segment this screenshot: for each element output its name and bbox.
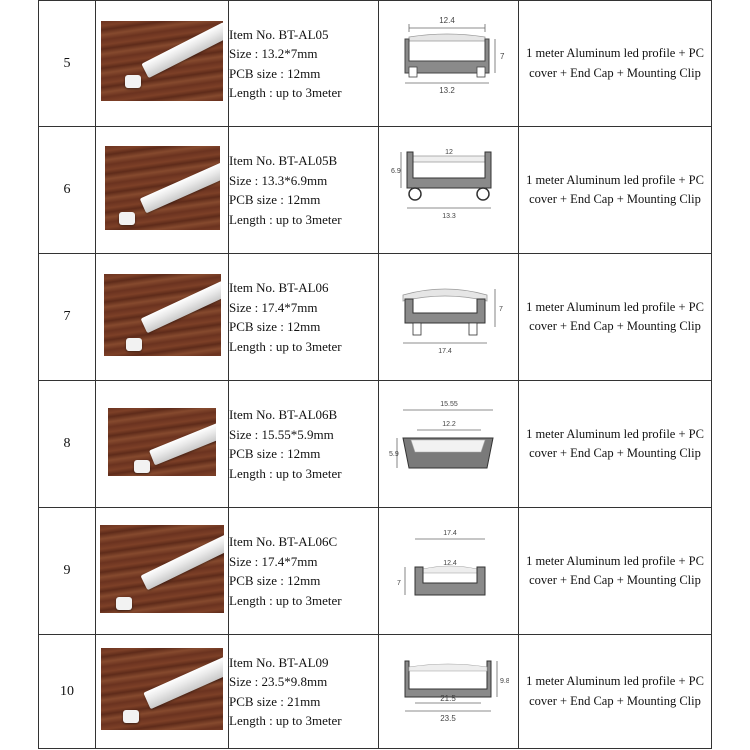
product-photo [101, 21, 223, 101]
pcb-size: PCB size : 12mm [229, 319, 321, 334]
dimension-label: 7 [498, 305, 503, 313]
row-number: 5 [39, 1, 96, 127]
length-spec: Length : up to 3meter [229, 85, 342, 100]
size-spec: Size : 17.4*7mm [229, 299, 318, 315]
product-info [229, 1, 379, 127]
profile-drawing-cell [379, 127, 519, 254]
profile-drawing [389, 11, 509, 111]
product-photo-cell [96, 381, 229, 508]
description: 1 meter Aluminum led profile + PC cover + End Cap + Mounting Clip [519, 254, 712, 381]
description: 1 meter Aluminum led profile + PC cover + End Cap + Mounting Clip [519, 1, 712, 127]
dimension-label: 23.5 [439, 714, 456, 723]
row-number: 7 [39, 254, 96, 381]
product-photo-cell [96, 635, 229, 749]
profile-drawing [389, 392, 509, 492]
pcb-size: PCB size : 12mm [229, 192, 321, 207]
dimension-label: 13.2 [438, 86, 455, 95]
product-photo-cell [96, 1, 229, 127]
description: 1 meter Aluminum led profile + PC cover + End Cap + Mounting Clip [519, 381, 712, 508]
dimension-label: 7 [396, 579, 401, 587]
table-row [39, 508, 712, 635]
pcb-size: PCB size : 12mm [229, 446, 321, 461]
pcb-size: PCB size : 12mm [229, 65, 321, 81]
length-spec: Length : up to 3meter [229, 338, 342, 354]
size-spec: Size : 15.55*5.9mm [229, 426, 334, 442]
length-spec: Length : up to 3meter [229, 465, 342, 481]
product-photo [100, 525, 224, 613]
product-photo-cell [96, 254, 229, 381]
dimension-label: 12.4 [438, 16, 455, 25]
dimension-label: 5.9 [388, 450, 399, 458]
dimension-label: 9.8 [499, 678, 509, 685]
item-number: Item No. BT-AL06 [229, 280, 329, 295]
product-photo [101, 648, 223, 730]
size-spec: Size : 13.2*7mm [229, 46, 318, 61]
size-spec: Size : 17.4*7mm [229, 553, 318, 569]
product-photo-cell [96, 127, 229, 254]
item-number: Item No. BT-AL05 [229, 26, 329, 42]
pcb-size: PCB size : 12mm [229, 573, 321, 588]
item-number: Item No. BT-AL06B [229, 407, 338, 422]
item-number: Item No. BT-AL05B [229, 153, 338, 168]
size-spec: Size : 23.5*9.8mm [229, 674, 328, 689]
profile-drawing-cell [379, 381, 519, 508]
pcb-size: PCB size : 21mm [229, 693, 321, 709]
dimension-label: 12 [444, 148, 453, 156]
dimension-label: 12.4 [442, 559, 457, 567]
dimension-label: 7 [499, 52, 504, 61]
product-info [229, 635, 379, 749]
description: 1 meter Aluminum led profile + PC cover + End Cap + Mounting Clip [519, 635, 712, 749]
dimension-label: 12.2 [441, 420, 456, 428]
product-photo [104, 274, 221, 356]
length-spec: Length : up to 3meter [229, 211, 342, 227]
product-info [229, 508, 379, 635]
length-spec: Length : up to 3meter [229, 713, 342, 728]
size-spec: Size : 13.3*6.9mm [229, 172, 328, 188]
product-spec-table [38, 0, 712, 749]
table-row [39, 635, 712, 749]
dimension-label: 21.5 [439, 694, 456, 703]
profile-drawing-cell [379, 508, 519, 635]
row-number: 9 [39, 508, 96, 635]
row-number: 6 [39, 127, 96, 254]
dimension-label: 6.9 [390, 167, 401, 175]
profile-drawing-cell [379, 254, 519, 381]
row-number: 10 [39, 635, 96, 749]
profile-drawing [389, 265, 509, 365]
table-row [39, 381, 712, 508]
product-info [229, 254, 379, 381]
profile-drawing-cell [379, 1, 519, 127]
product-photo-cell [96, 508, 229, 635]
item-number: Item No. BT-AL09 [229, 654, 329, 670]
product-photo [108, 408, 216, 476]
profile-drawing [389, 138, 509, 238]
dimension-label: 17.4 [442, 529, 457, 537]
table-row [39, 1, 712, 127]
dimension-label: 17.4 [437, 347, 452, 355]
row-number: 8 [39, 381, 96, 508]
dimension-label: 13.3 [441, 212, 456, 220]
table-row [39, 127, 712, 254]
product-info [229, 381, 379, 508]
product-photo [105, 146, 220, 230]
table-row [39, 254, 712, 381]
description: 1 meter Aluminum led profile + PC cover + End Cap + Mounting Clip [519, 127, 712, 254]
profile-drawing [389, 519, 509, 619]
item-number: Item No. BT-AL06C [229, 534, 338, 549]
profile-drawing-cell [379, 635, 519, 749]
length-spec: Length : up to 3meter [229, 592, 342, 608]
product-info [229, 127, 379, 254]
profile-drawing [389, 639, 509, 739]
description: 1 meter Aluminum led profile + PC cover + End Cap + Mounting Clip [519, 508, 712, 635]
dimension-label: 15.55 [439, 400, 458, 408]
